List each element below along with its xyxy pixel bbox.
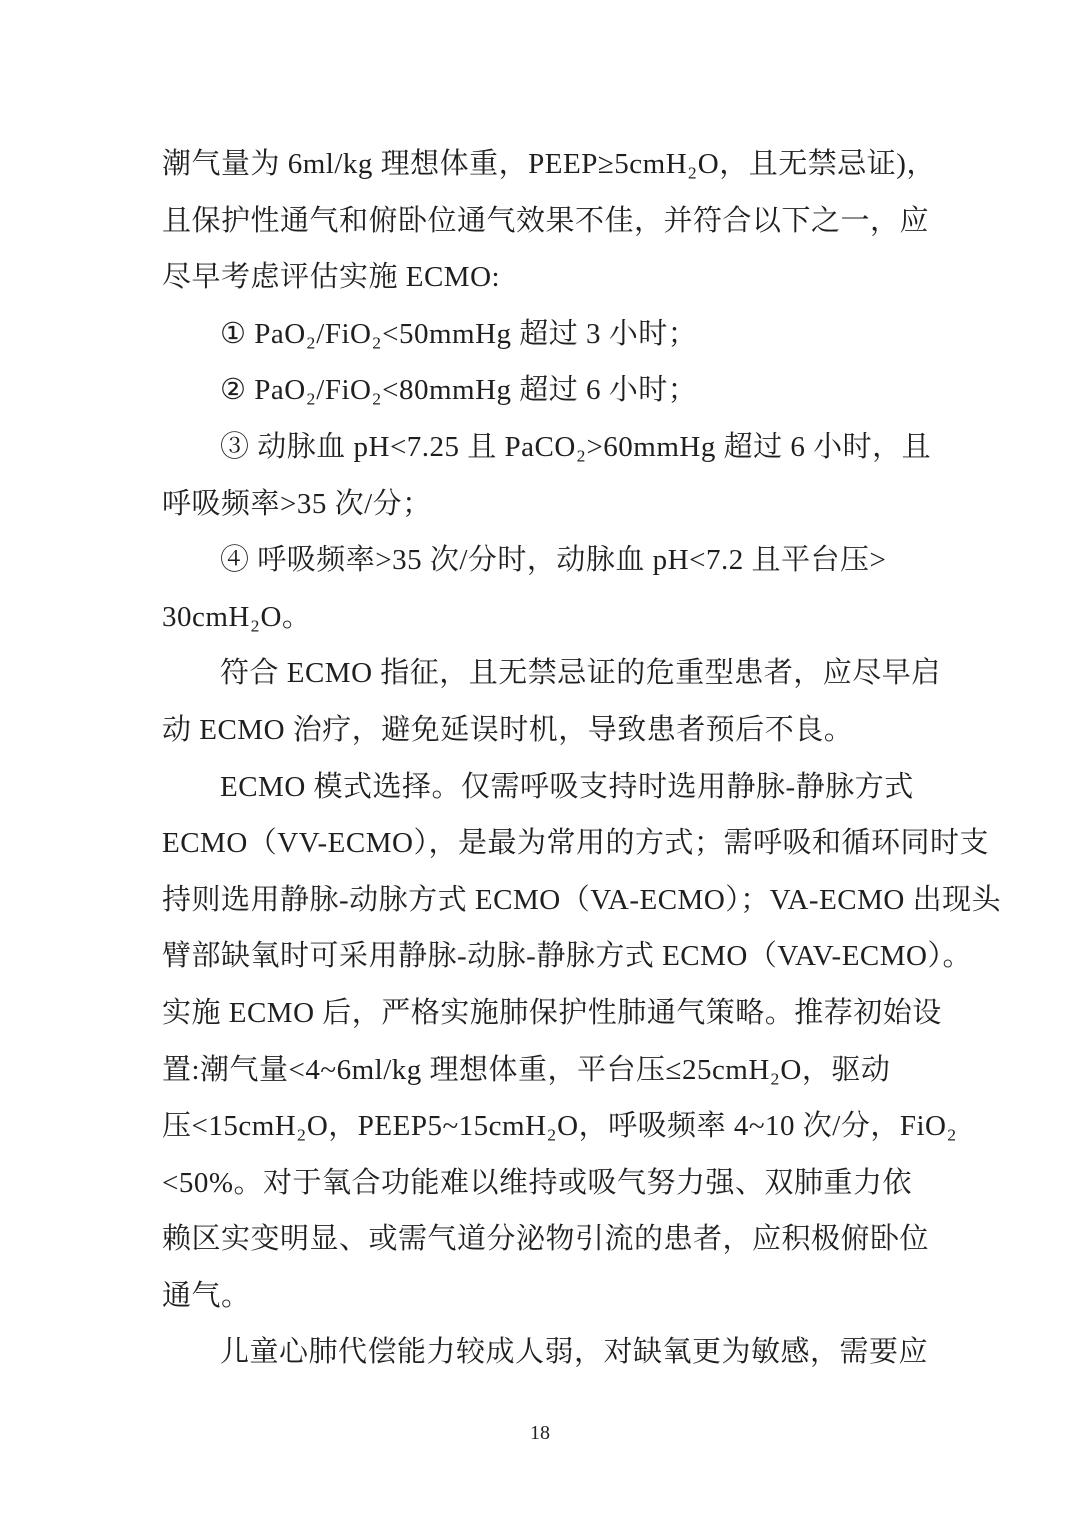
- text-line: 30cmH₂O。: [162, 600, 312, 633]
- text-line: 实施 ECMO 后，严格实施肺保护性肺通气策略。推荐初始设: [162, 996, 942, 1029]
- text-line: 儿童心肺代偿能力较成人弱，对缺氧更为敏感，需要应: [220, 1336, 929, 1369]
- text-line: <50%。对于氧合功能难以维持或吸气努力强、双肺重力依: [162, 1166, 913, 1199]
- text-line: ③ 动脉血 pH<7.25 且 PaCO₂>60mmHg 超过 6 小时，且: [220, 430, 932, 463]
- text-line: ECMO 模式选择。仅需呼吸支持时选用静脉-静脉方式: [220, 770, 914, 803]
- text-line: 赖区实变明显、或需气道分泌物引流的患者，应积极俯卧位: [162, 1223, 930, 1256]
- text-line: ① PaO₂/FiO₂<50mmHg 超过 3 小时；: [220, 317, 698, 350]
- document-body: [162, 136, 1002, 1381]
- text-line: 符合 ECMO 指征，且无禁忌证的危重型患者，应尽早启: [220, 657, 941, 690]
- text-line: 呼吸频率>35 次/分；: [162, 487, 432, 520]
- text-line: 尽早考虑评估实施 ECMO:: [162, 261, 501, 294]
- text-line: ② PaO₂/FiO₂<80mmHg 超过 6 小时；: [220, 374, 698, 407]
- text-line: ECMO（VV-ECMO），是最为常用的方式；需呼吸和循环同时支: [162, 827, 989, 860]
- text-line: 动 ECMO 治疗，避免延误时机，导致患者预后不良。: [162, 713, 854, 746]
- text-line: 且保护性通气和俯卧位通气效果不佳，并符合以下之一，应: [162, 204, 930, 237]
- text-line: ④ 呼吸频率>35 次/分时，动脉血 pH<7.2 且平台压>: [220, 544, 887, 577]
- page-number: 18: [530, 1422, 550, 1444]
- text-line: 潮气量为 6ml/kg 理想体重，PEEP≥5cmH₂O，且无禁忌证)，: [162, 148, 936, 180]
- text-line: 通气。: [162, 1279, 251, 1312]
- text-line: 置:潮气量<4~6ml/kg 理想体重，平台压≤25cmH₂O，驱动: [162, 1053, 891, 1086]
- text-line: 持则选用静脉-动脉方式 ECMO（VA-ECMO）；VA-ECMO 出现头: [162, 883, 1002, 916]
- text-line: 压<15cmH₂O，PEEP5~15cmH₂O，呼吸频率 4~10 次/分，FiO₂: [162, 1110, 958, 1143]
- text-line: 臂部缺氧时可采用静脉-动脉-静脉方式 ECMO（VAV-ECMO）。: [162, 940, 972, 973]
